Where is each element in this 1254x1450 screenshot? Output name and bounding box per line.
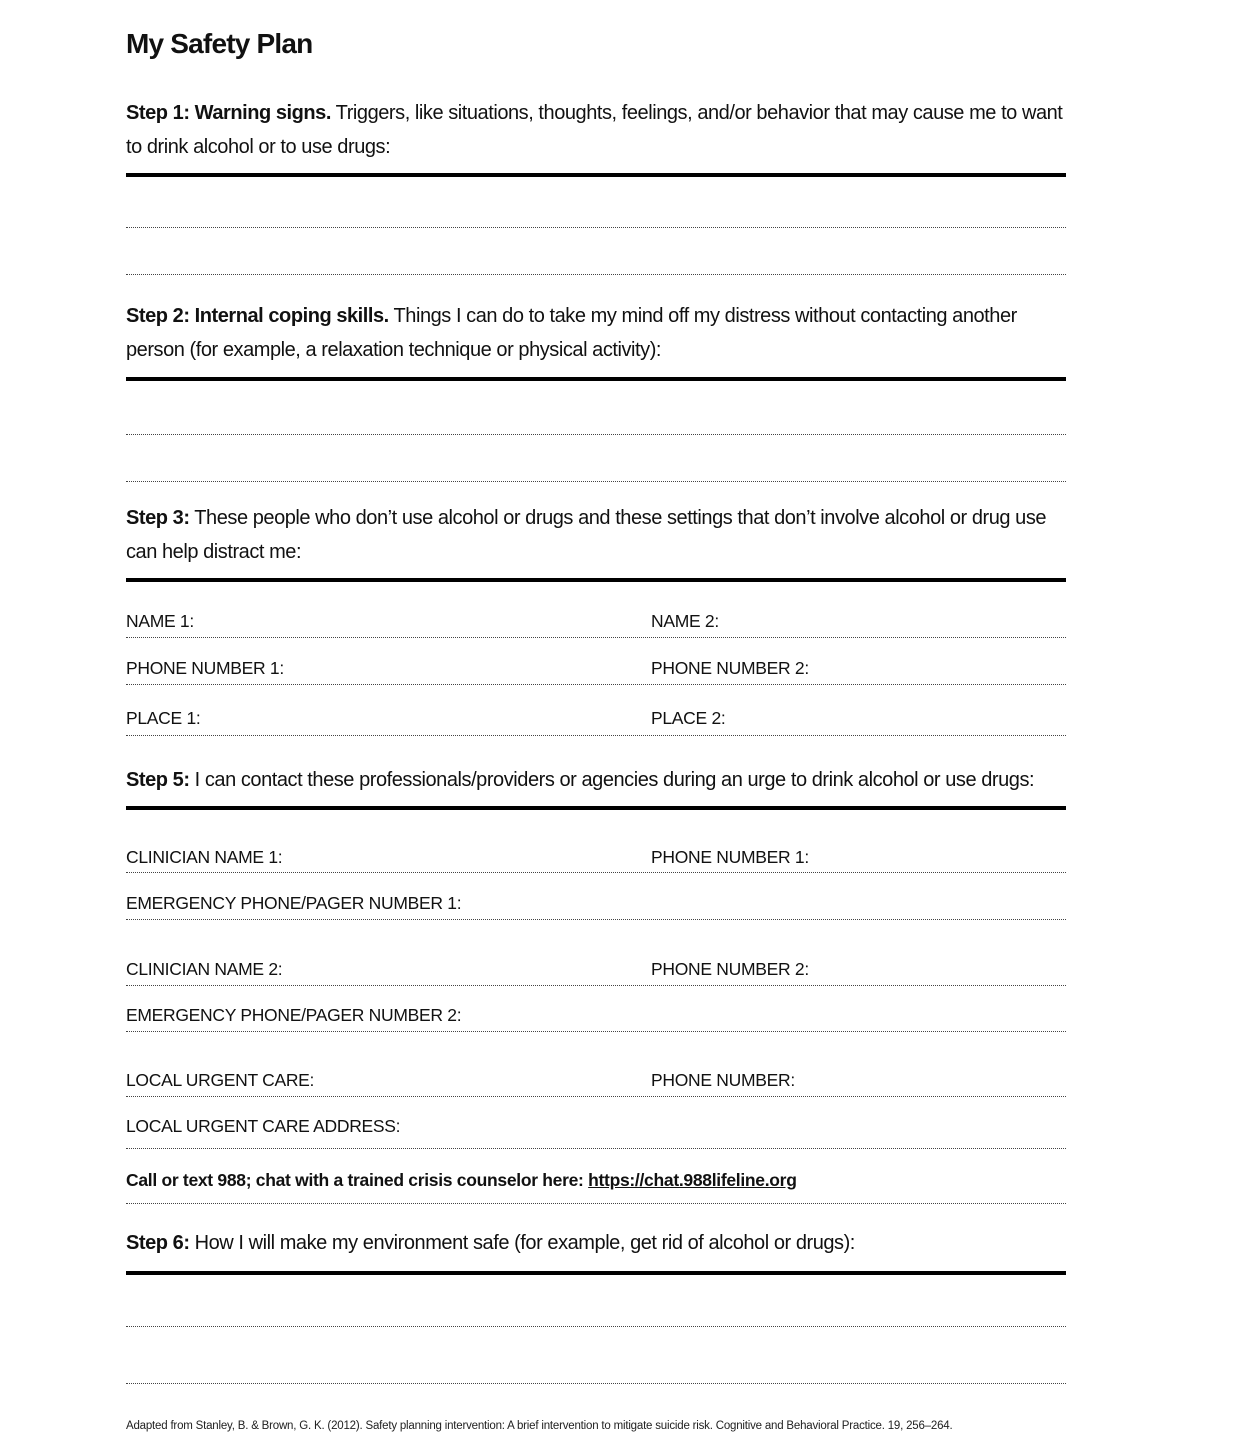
crisis-text: Call or text 988; chat with a trained crisis counselor here: bbox=[126, 1170, 589, 1190]
phone-2-label: PHONE NUMBER 2: bbox=[651, 658, 809, 678]
urgent-care-phone-label: PHONE NUMBER: bbox=[651, 1070, 795, 1090]
answer-line-1[interactable] bbox=[126, 227, 1066, 228]
step-2-text: Things I can do to take my mind off my distress without contacting another person (for example, a relaxation technique or physical activity): bbox=[126, 305, 1017, 361]
emergency-2-field-line[interactable] bbox=[126, 1031, 1066, 1032]
clinician-phone-2-label: PHONE NUMBER 2: bbox=[651, 959, 809, 979]
emergency-1-label: EMERGENCY PHONE/PAGER NUMBER 1: bbox=[126, 893, 462, 913]
step-3-label: Step 3: bbox=[126, 507, 190, 529]
clinician-phone-1-label: PHONE NUMBER 1: bbox=[651, 847, 809, 867]
clinician-name-1-label: CLINICIAN NAME 1: bbox=[126, 847, 283, 867]
place-field-line[interactable] bbox=[126, 735, 1066, 736]
name-2-label: NAME 2: bbox=[651, 611, 719, 631]
answer-line-1[interactable] bbox=[126, 434, 1066, 435]
crisis-line-text bbox=[126, 1170, 797, 1191]
name-field-line[interactable] bbox=[126, 637, 1066, 638]
urgent-care-field-line[interactable] bbox=[126, 1096, 1066, 1097]
clinician-1-field-line[interactable] bbox=[126, 872, 1066, 873]
section-divider bbox=[126, 173, 1066, 177]
step-1-label: Step 1: Warning signs. bbox=[126, 102, 331, 124]
section-divider bbox=[126, 1271, 1066, 1275]
step-2-label: Step 2: Internal coping skills. bbox=[126, 305, 389, 327]
urgent-care-label: LOCAL URGENT CARE: bbox=[126, 1070, 315, 1090]
phone-1-label: PHONE NUMBER 1: bbox=[126, 658, 284, 678]
section-divider bbox=[126, 578, 1066, 582]
step-3-text: These people who don’t use alcohol or drugs and these settings that don’t involve alcohol or drug use can help distract me: bbox=[126, 507, 1047, 563]
urgent-care-address-line[interactable] bbox=[126, 1148, 1066, 1149]
step-5-text: I can contact these professionals/providers or agencies during an urge to drink alcohol or use drugs: bbox=[189, 769, 1035, 791]
section-end-line bbox=[126, 1203, 1066, 1204]
step-1-text: Triggers, like situations, thoughts, feelings, and/or behavior that may cause me to want to drink alcohol or to use drugs: bbox=[126, 102, 1063, 158]
place-2-label: PLACE 2: bbox=[651, 708, 726, 728]
clinician-name-2-label: CLINICIAN NAME 2: bbox=[126, 959, 283, 979]
step-6-label: Step 6: bbox=[126, 1232, 190, 1254]
answer-line-2[interactable] bbox=[126, 481, 1066, 482]
answer-line-2[interactable] bbox=[126, 274, 1066, 275]
emergency-2-label: EMERGENCY PHONE/PAGER NUMBER 2: bbox=[126, 1005, 462, 1025]
step-1-heading bbox=[126, 96, 1076, 164]
place-1-label: PLACE 1: bbox=[126, 708, 201, 728]
section-divider bbox=[126, 377, 1066, 381]
step-5-label: Step 5: bbox=[126, 769, 190, 791]
section-divider bbox=[126, 806, 1066, 810]
urgent-care-address-label: LOCAL URGENT CARE ADDRESS: bbox=[126, 1116, 401, 1136]
phone-field-line[interactable] bbox=[126, 684, 1066, 685]
answer-line-2[interactable] bbox=[126, 1383, 1066, 1384]
step-5-heading bbox=[126, 763, 1126, 797]
page-title: My Safety Plan bbox=[126, 28, 313, 59]
step-6-text: How I will make my environment safe (for example, get rid of alcohol or drugs): bbox=[189, 1232, 855, 1254]
step-2-heading bbox=[126, 299, 1076, 367]
clinician-2-field-line[interactable] bbox=[126, 985, 1066, 986]
citation-footer: Adapted from Stanley, B. & Brown, G. K. (2012). Safety planning intervention: A brief intervention to mitigate suicide risk. Cognitive and Behavioral Practice. 19, 256–264. bbox=[126, 1420, 953, 1432]
answer-line-1[interactable] bbox=[126, 1326, 1066, 1327]
name-1-label: NAME 1: bbox=[126, 611, 194, 631]
crisis-chat-link[interactable]: https://chat.988lifeline.org bbox=[588, 1170, 797, 1190]
step-6-heading bbox=[126, 1226, 1076, 1260]
emergency-1-field-line[interactable] bbox=[126, 919, 1066, 920]
step-3-heading bbox=[126, 501, 1076, 569]
